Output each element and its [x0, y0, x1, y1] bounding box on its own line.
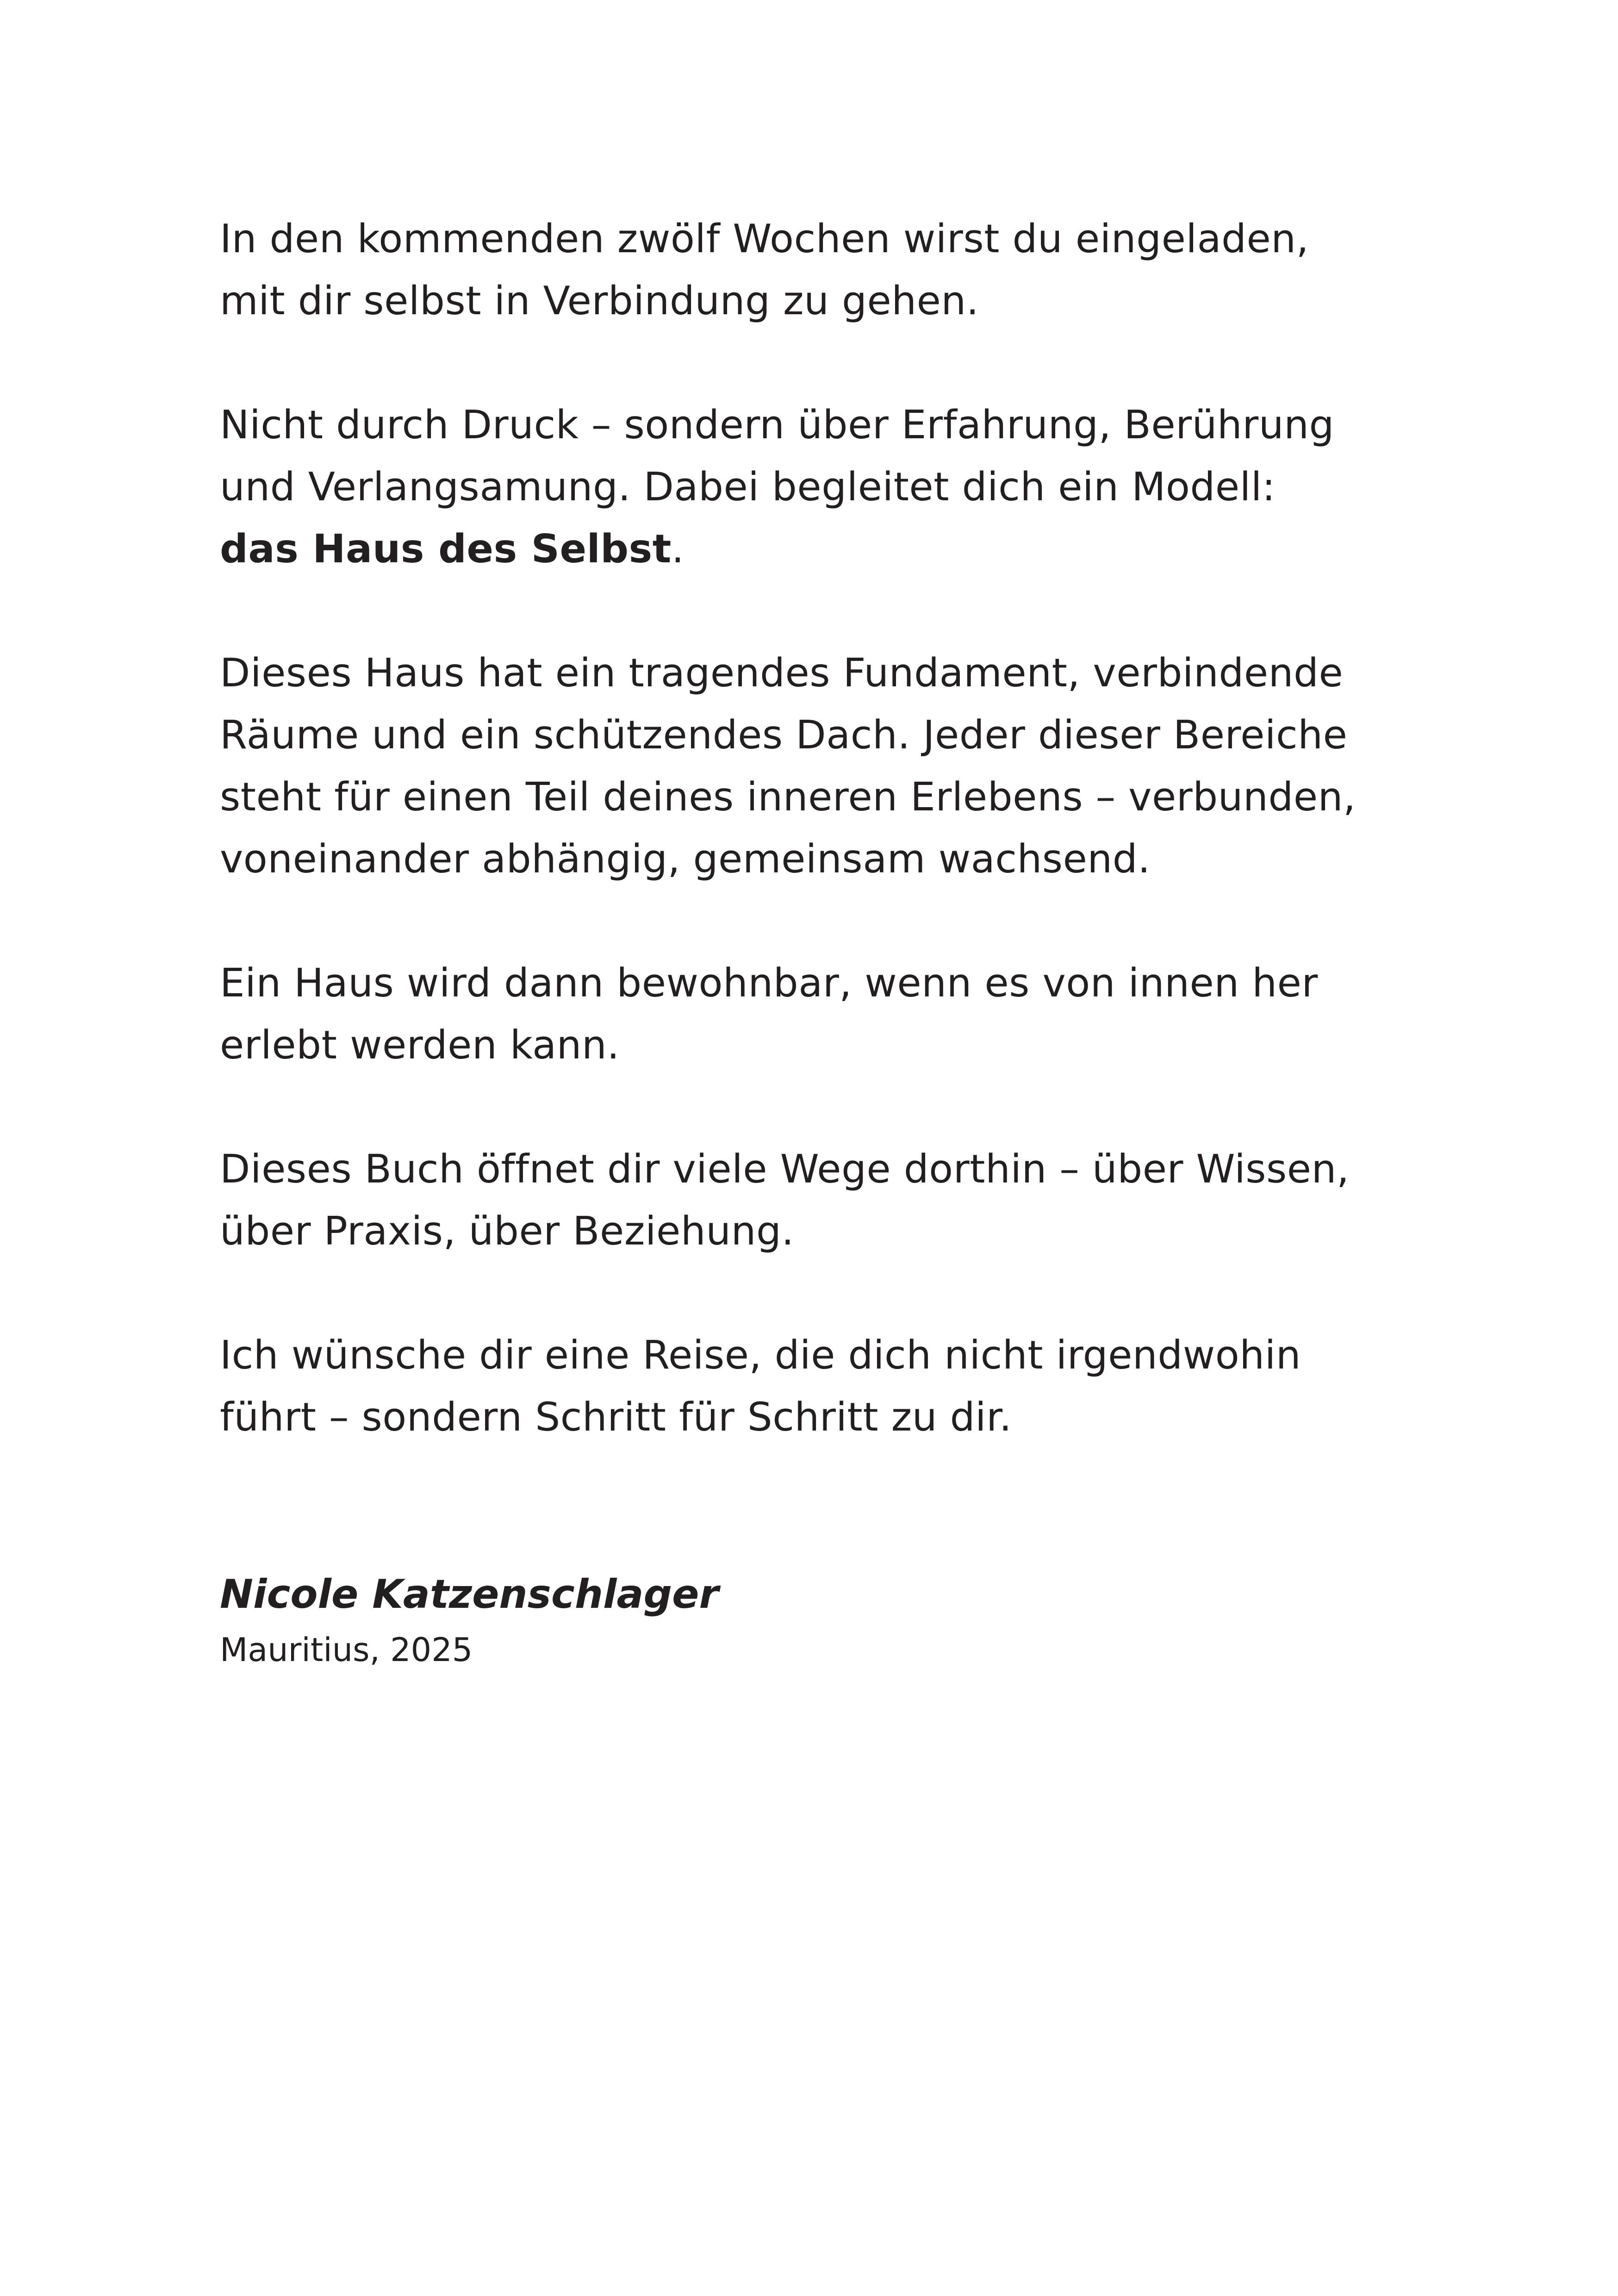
text-line: In den kommenden zwölf Wochen wirst du eingeladen, [220, 216, 1309, 262]
text-line: Ein Haus wird dann bewohnbar, wenn es von innen her [220, 960, 1318, 1006]
place-date: Mauritius, 2025 [220, 1631, 473, 1669]
text-line: und Verlangsamung. Dabei begleitet dich ein Modell: [220, 464, 1276, 510]
text-line: voneinander abhängig, gemeinsam wachsend. [220, 836, 1151, 882]
paragraph-habitable [220, 952, 1432, 1076]
paragraph-house [220, 642, 1432, 890]
text-line: über Praxis, über Beziehung. [220, 1208, 794, 1254]
text-line: mit dir selbst in Verbindung zu gehen. [220, 278, 979, 324]
text-line: steht für einen Teil deines inneren Erlebens – verbunden, [220, 774, 1356, 820]
paragraph-intro [220, 208, 1432, 332]
model-name-emphasis: das Haus des Selbst [220, 526, 672, 572]
text-line: Dieses Buch öffnet dir viele Wege dorthin – über Wissen, [220, 1146, 1350, 1192]
text-line [220, 518, 1432, 580]
signature-block [220, 1567, 1432, 1673]
paragraph-wish [220, 1325, 1432, 1449]
text-line: führt – sondern Schritt für Schritt zu dir. [220, 1394, 1012, 1440]
text-line: Räume und ein schützendes Dach. Jeder dieser Bereiche [220, 712, 1348, 758]
text-line: Ich wünsche dir eine Reise, die dich nicht irgendwohin [220, 1332, 1301, 1378]
text-line: erlebt werden kann. [220, 1022, 620, 1068]
author-name: Nicole Katzenschlager [220, 1571, 719, 1618]
body-text [220, 208, 1432, 1511]
text-line: Dieses Haus hat ein tragendes Fundament, verbindende [220, 650, 1344, 696]
emphasis-suffix: . [671, 526, 685, 572]
text-line: Nicht durch Druck – sondern über Erfahrung, Berührung [220, 402, 1334, 448]
paragraph-model [220, 394, 1432, 580]
paragraph-book [220, 1139, 1432, 1263]
